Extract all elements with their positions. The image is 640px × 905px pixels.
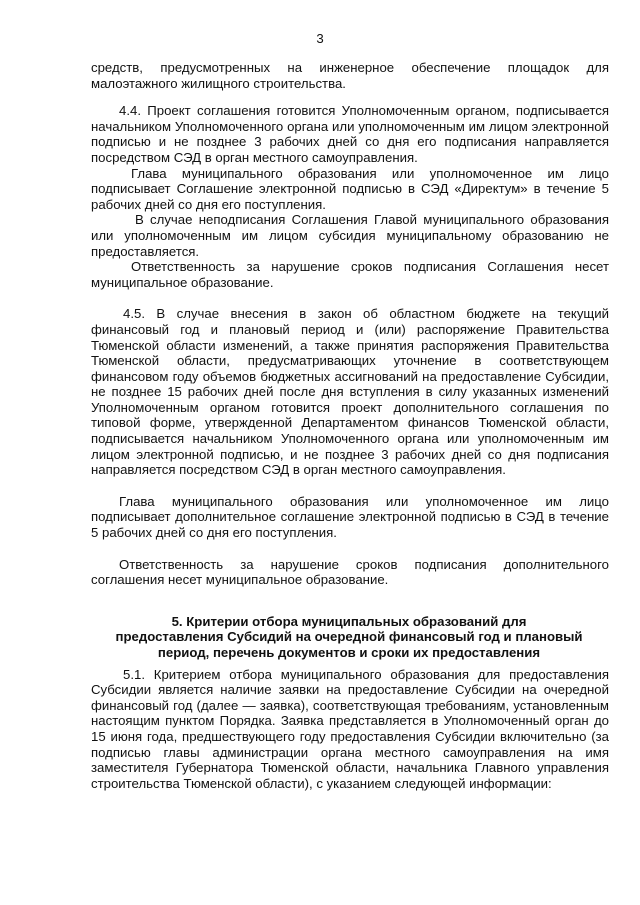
section-heading-line: 5. Критерии отбора муниципальных образований для [171, 613, 527, 629]
section-5-heading [91, 614, 609, 661]
section-heading-line: период, перечень документов и сроки их предоставления [157, 645, 541, 660]
paragraph-4-4: 4.4. Проект соглашения готовится Уполномоченным органом, подписывается начальником Уполномоченного органа или уполномоченным им лицом электронной подписью и не позднее 3 рабочих дней со дня его подписания направляется посредством СЭД в орган местного самоуправления. [91, 103, 609, 165]
paragraph-5-1: 5.1. Критерием отбора муниципального образования для предоставления Субсидии является наличие заявки на предоставление Субсидии на очередной финансовый год (далее — заявка), соответствующая требованиям, установленным настоящим пунктом Порядка. Заявка представляется в Уполномоченный орган до 15 июня года, предшествующего году предоставления Субсидии включительно (за подписью главы администрации органа местного самоуправления на имя заместителя Губернатора Тюменской области, начальника Главного управления строительства Тюменской области), с указанием следующей информации: [91, 666, 609, 791]
document-body [91, 60, 609, 791]
section-heading-line: предоставления Субсидий на очередной финансовый год и плановый [115, 629, 583, 645]
paragraph-additional-signing: Глава муниципального образования или уполномоченное им лицо подписывает дополнительное соглашение электронной подписью в СЭД в течение 5 рабочих дней со дня его поступления. [91, 493, 609, 541]
paragraph-non-signing: В случае неподписания Соглашения Главой муниципального образования или уполномоченным им лицом субсидия муниципальному образованию не предоставляется. [91, 212, 609, 259]
paragraph-additional-responsibility: Ответственность за нарушение сроков подписания дополнительного соглашения несет муниципальное образование. [91, 556, 609, 588]
paragraph-4-5: 4.5. В случае внесения в закон об областном бюджете на текущий финансовый год и плановый период и (или) распоряжение Правительства Тюменской области изменений, а также принятия распоряжения Правительства Тюменской области, предусматривающих уточнение в соответствующем финансовом году объемов бюджетных ассигнований на предоставление Субсидии, не позднее 15 рабочих дней после дня вступления в силу указанных изменений Уполномоченным органом готовится проект дополнительного соглашения по типовой форме, утвержденной Департаментом финансов Тюменской области, подписывается начальником Уполномоченного органа или уполномоченным им лицом электронной подписью, и не позднее 3 рабочих дней со дня подписания направляется посредством СЭД в орган местного самоуправления. [91, 306, 609, 478]
paragraph-continuation: средств, предусмотренных на инженерное обеспечение площадок для малоэтажного жилищного строительства. [91, 60, 609, 91]
page-number: 3 [316, 31, 324, 46]
paragraph-responsibility: Ответственность за нарушение сроков подписания Соглашения несет муниципальное образование. [91, 259, 609, 290]
paragraph-signing-term: Глава муниципального образования или уполномоченное им лицо подписывает Соглашение электронной подписью в СЭД «Директум» в течение 5 рабочих дней со дня его поступления. [91, 165, 609, 212]
